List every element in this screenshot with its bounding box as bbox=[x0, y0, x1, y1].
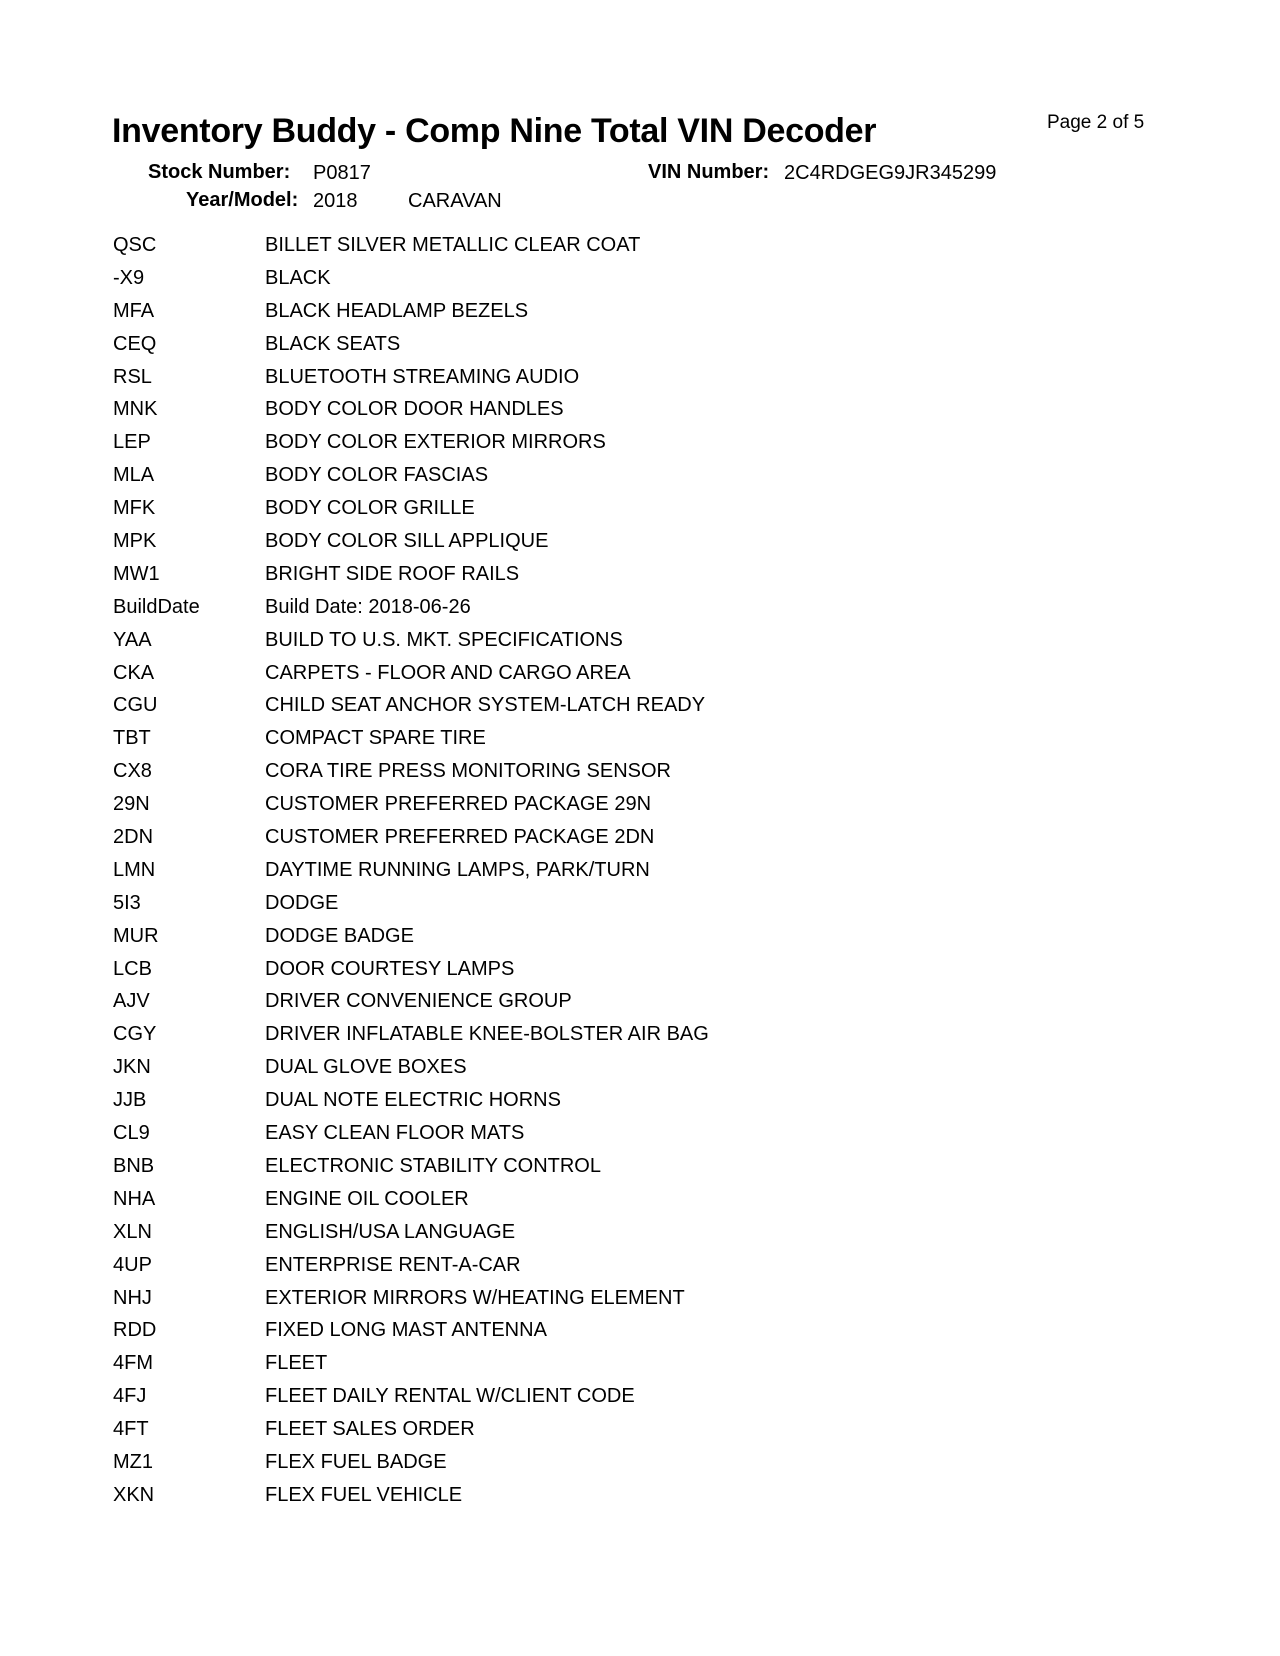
option-row bbox=[0, 1117, 1280, 1150]
option-code: MUR bbox=[113, 924, 159, 947]
option-row bbox=[0, 295, 1280, 328]
option-row bbox=[0, 887, 1280, 920]
option-code: -X9 bbox=[113, 266, 145, 289]
option-row bbox=[0, 1282, 1280, 1315]
page-title: Inventory Buddy - Comp Nine Total VIN Decoder bbox=[112, 112, 877, 150]
option-desc: BLACK bbox=[265, 266, 331, 289]
option-code: BuildDate bbox=[113, 595, 200, 618]
option-code: LCB bbox=[113, 957, 152, 980]
option-code: MZ1 bbox=[113, 1450, 153, 1473]
option-row bbox=[0, 624, 1280, 657]
option-code: MW1 bbox=[113, 562, 160, 585]
option-code: YAA bbox=[113, 628, 152, 651]
option-row bbox=[0, 788, 1280, 821]
option-code: NHJ bbox=[113, 1286, 152, 1309]
option-row bbox=[0, 229, 1280, 262]
option-row bbox=[0, 426, 1280, 459]
option-desc: DODGE BADGE bbox=[265, 924, 414, 947]
option-desc: DODGE bbox=[265, 891, 339, 914]
option-code: CKA bbox=[113, 661, 155, 684]
option-row bbox=[0, 591, 1280, 624]
option-desc: BILLET SILVER METALLIC CLEAR COAT bbox=[265, 234, 641, 256]
option-code: CX8 bbox=[113, 760, 152, 783]
option-code: TBT bbox=[113, 727, 151, 750]
option-row bbox=[0, 920, 1280, 953]
option-code: MPK bbox=[113, 530, 157, 553]
option-desc: ENTERPRISE RENT-A-CAR bbox=[265, 1253, 521, 1276]
option-desc: EASY CLEAN FLOOR MATS bbox=[265, 1122, 525, 1145]
option-code: JJB bbox=[113, 1089, 147, 1112]
option-code: CGY bbox=[113, 1023, 157, 1046]
option-row bbox=[0, 821, 1280, 854]
option-row bbox=[0, 525, 1280, 558]
option-desc: EXTERIOR MIRRORS W/HEATING ELEMENT bbox=[265, 1286, 685, 1309]
option-code: QSC bbox=[113, 234, 157, 256]
option-desc: BODY COLOR SILL APPLIQUE bbox=[265, 530, 549, 553]
option-desc: FLEET SALES ORDER bbox=[265, 1418, 475, 1441]
option-code: MFA bbox=[113, 299, 155, 322]
year-model-label: Year/Model: bbox=[186, 189, 299, 211]
option-code: 29N bbox=[113, 793, 150, 816]
option-desc: Build Date: 2018-06-26 bbox=[265, 595, 471, 618]
model-value: CARAVAN bbox=[408, 190, 502, 212]
option-code: RSL bbox=[113, 365, 152, 388]
page-number: Page 2 of 5 bbox=[1047, 112, 1145, 133]
option-code: BNB bbox=[113, 1154, 155, 1177]
option-code: RDD bbox=[113, 1319, 157, 1342]
option-desc: BLUETOOTH STREAMING AUDIO bbox=[265, 365, 580, 388]
option-desc: COMPACT SPARE TIRE bbox=[265, 727, 486, 750]
option-code: 5I3 bbox=[113, 891, 141, 914]
option-row bbox=[0, 854, 1280, 887]
option-row bbox=[0, 1446, 1280, 1479]
option-desc: FLEX FUEL BADGE bbox=[265, 1450, 447, 1473]
option-row bbox=[0, 657, 1280, 690]
option-desc: BODY COLOR DOOR HANDLES bbox=[265, 398, 564, 421]
option-code: MNK bbox=[113, 398, 158, 421]
option-row bbox=[0, 689, 1280, 722]
option-code: XKN bbox=[113, 1483, 155, 1506]
option-row bbox=[0, 755, 1280, 788]
option-desc: DRIVER INFLATABLE KNEE-BOLSTER AIR BAG bbox=[265, 1023, 709, 1046]
option-row bbox=[0, 1314, 1280, 1347]
option-row bbox=[0, 492, 1280, 525]
option-desc: CUSTOMER PREFERRED PACKAGE 29N bbox=[265, 793, 652, 816]
option-row bbox=[0, 1216, 1280, 1249]
option-code: MFK bbox=[113, 497, 156, 520]
option-desc: DOOR COURTESY LAMPS bbox=[265, 957, 515, 980]
option-code: CEQ bbox=[113, 332, 157, 355]
option-code: JKN bbox=[113, 1056, 151, 1079]
option-code: MLA bbox=[113, 464, 155, 487]
option-desc: FLEX FUEL VEHICLE bbox=[265, 1483, 463, 1506]
option-row bbox=[0, 1018, 1280, 1051]
option-desc: BODY COLOR EXTERIOR MIRRORS bbox=[265, 431, 606, 454]
option-desc: BLACK HEADLAMP BEZELS bbox=[265, 299, 529, 322]
option-row bbox=[0, 722, 1280, 755]
option-desc: BRIGHT SIDE ROOF RAILS bbox=[265, 562, 520, 585]
option-code: LMN bbox=[113, 858, 156, 881]
option-code: 4FM bbox=[113, 1352, 153, 1375]
option-desc: DUAL NOTE ELECTRIC HORNS bbox=[265, 1089, 561, 1112]
option-code: 4FJ bbox=[113, 1385, 147, 1408]
option-code: CL9 bbox=[113, 1122, 150, 1145]
option-row bbox=[0, 361, 1280, 394]
option-row bbox=[0, 1084, 1280, 1117]
option-desc: BODY COLOR FASCIAS bbox=[265, 464, 489, 487]
stock-number-label: Stock Number: bbox=[148, 161, 291, 183]
option-row bbox=[0, 1479, 1280, 1512]
option-desc: CARPETS - FLOOR AND CARGO AREA bbox=[265, 661, 631, 684]
option-desc: ENGINE OIL COOLER bbox=[265, 1187, 469, 1210]
year-value: 2018 bbox=[313, 190, 358, 212]
option-row bbox=[0, 1347, 1280, 1380]
option-row bbox=[0, 393, 1280, 426]
option-row bbox=[0, 459, 1280, 492]
option-row bbox=[0, 985, 1280, 1018]
option-row bbox=[0, 1150, 1280, 1183]
option-row bbox=[0, 1249, 1280, 1282]
option-code: 4UP bbox=[113, 1253, 152, 1276]
option-row bbox=[0, 1413, 1280, 1446]
option-desc: BLACK SEATS bbox=[265, 332, 401, 355]
option-desc: DRIVER CONVENIENCE GROUP bbox=[265, 990, 572, 1013]
option-row bbox=[0, 953, 1280, 986]
option-desc: CUSTOMER PREFERRED PACKAGE 2DN bbox=[265, 826, 655, 849]
option-desc: CORA TIRE PRESS MONITORING SENSOR bbox=[265, 760, 671, 783]
option-desc: FIXED LONG MAST ANTENNA bbox=[265, 1319, 547, 1342]
option-desc: DAYTIME RUNNING LAMPS, PARK/TURN bbox=[265, 858, 650, 881]
option-code: 2DN bbox=[113, 826, 154, 849]
option-code: AJV bbox=[113, 990, 150, 1013]
option-code: LEP bbox=[113, 431, 151, 454]
option-row bbox=[0, 558, 1280, 591]
option-code: NHA bbox=[113, 1187, 156, 1210]
vin-number-label: VIN Number: bbox=[648, 161, 770, 183]
option-row bbox=[0, 1183, 1280, 1216]
option-desc: FLEET DAILY RENTAL W/CLIENT CODE bbox=[265, 1385, 635, 1408]
option-row bbox=[0, 328, 1280, 361]
option-code: 4FT bbox=[113, 1418, 149, 1441]
option-row bbox=[0, 262, 1280, 295]
option-desc: FLEET bbox=[265, 1352, 328, 1375]
stock-number-value: P0817 bbox=[313, 162, 371, 184]
vin-number-value: 2C4RDGEG9JR345299 bbox=[784, 162, 997, 184]
option-row bbox=[0, 1051, 1280, 1084]
option-desc: BODY COLOR GRILLE bbox=[265, 497, 475, 520]
options-list bbox=[0, 229, 1280, 1512]
option-code: CGU bbox=[113, 694, 158, 717]
option-code: XLN bbox=[113, 1220, 152, 1243]
option-desc: ENGLISH/USA LANGUAGE bbox=[265, 1220, 516, 1243]
option-desc: DUAL GLOVE BOXES bbox=[265, 1056, 467, 1079]
option-desc: ELECTRONIC STABILITY CONTROL bbox=[265, 1154, 601, 1177]
option-row bbox=[0, 1380, 1280, 1413]
option-desc: CHILD SEAT ANCHOR SYSTEM-LATCH READY bbox=[265, 694, 706, 717]
option-desc: BUILD TO U.S. MKT. SPECIFICATIONS bbox=[265, 628, 623, 651]
